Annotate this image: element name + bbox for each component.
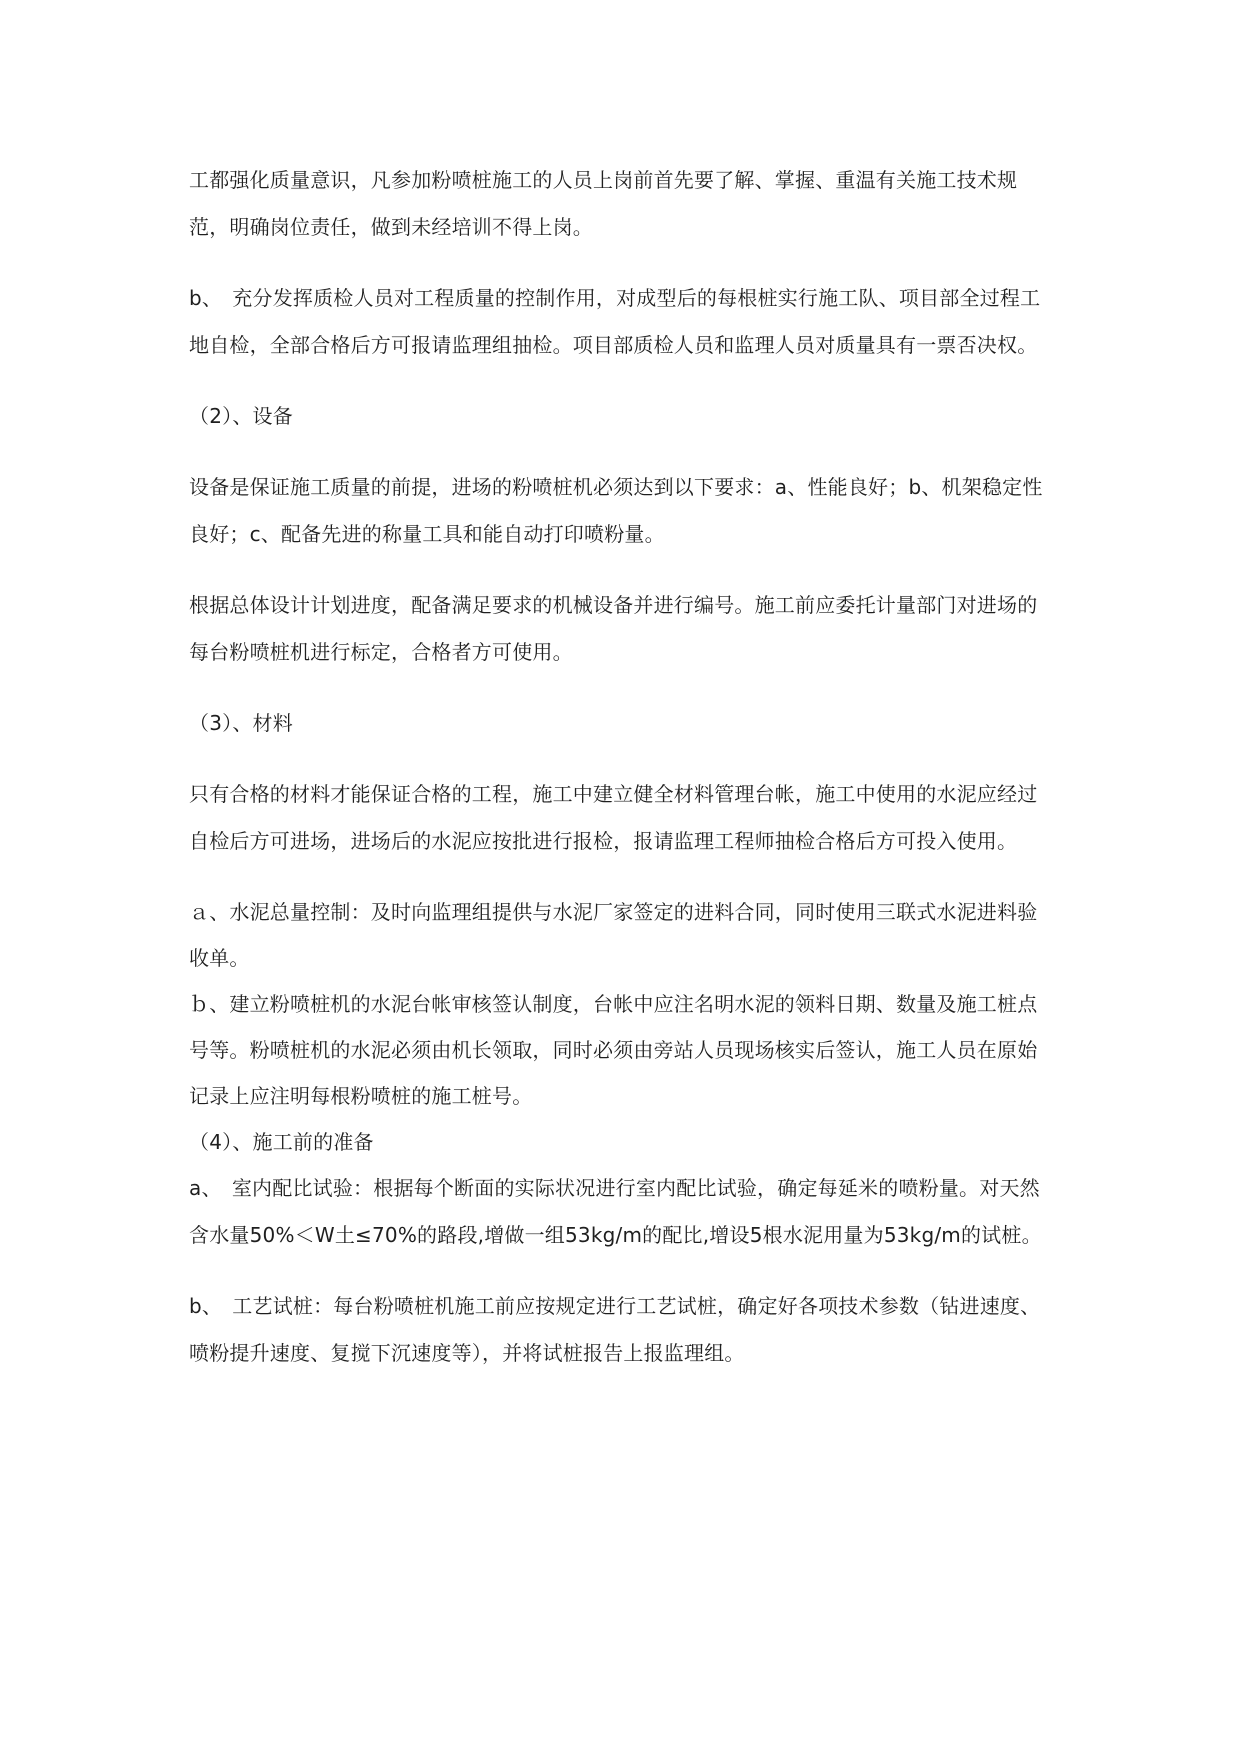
paragraph-cement-ledger: ｂ、建立粉喷桩机的水泥台帐审核签认制度，台帐中应注名明水泥的领料日期、数量及施工桩点号等。粉喷桩机的水泥必须由机长领取，同时必须由旁站人员现场核实后签认，施工人员在原始记录上应注明每根粉喷桩的施工桩号。 — [189, 992, 1038, 1108]
section-heading-equipment: （2）、设备 — [189, 404, 293, 428]
paragraph-equipment-requirements: 设备是保证施工质量的前提，进场的粉喷桩机必须达到以下要求：a、性能良好；b、机架稳定性良好；c、配备先进的称量工具和能自动打印喷粉量。 — [189, 475, 1043, 546]
paragraph-lab-mix-test: a、 室内配比试验：根据每个断面的实际状况进行室内配比试验，确定每延米的喷粉量。对天然含水量50%＜W土≤70%的路段,增做一组53kg/m的配比,增设5根水泥用量为53kg/m的试桩。 — [189, 1176, 1042, 1247]
paragraph-quality-inspection: b、 充分发挥质检人员对工程质量的控制作用，对成型后的每根桩实行施工队、项目部全过程工地自检，全部合格后方可报请监理组抽检。项目部质检人员和监理人员对质量具有一票否决权。 — [189, 286, 1041, 357]
paragraph-cement-total-control: ａ、水泥总量控制：及时向监理组提供与水泥厂家签定的进料合同，同时使用三联式水泥进料验收单。 — [189, 900, 1038, 970]
paragraph-process-test-pile: b、 工艺试桩：每台粉喷桩机施工前应按规定进行工艺试桩，确定好各项技术参数（钻进速度、喷粉提升速度、复搅下沉速度等），并将试桩报告上报监理组。 — [189, 1294, 1041, 1365]
section-heading-preparation: （4）、施工前的准备 — [189, 1130, 374, 1154]
paragraph-equipment-calibration: 根据总体设计计划进度，配备满足要求的机械设备并进行编号。施工前应委托计量部门对进场的每台粉喷桩机进行标定，合格者方可使用。 — [189, 593, 1038, 664]
section-heading-materials: （3）、材料 — [189, 711, 293, 735]
paragraph-quality-awareness: 工都强化质量意识，凡参加粉喷桩施工的人员上岗前首先要了解、掌握、重温有关施工技术规范，明确岗位责任，做到未经培训不得上岗。 — [189, 168, 1018, 239]
document-body — [189, 157, 1055, 1401]
paragraph-materials-management: 只有合格的材料才能保证合格的工程，施工中建立健全材料管理台帐，施工中使用的水泥应经过自检后方可进场，进场后的水泥应按批进行报检，报请监理工程师抽检合格后方可投入使用。 — [189, 782, 1038, 853]
